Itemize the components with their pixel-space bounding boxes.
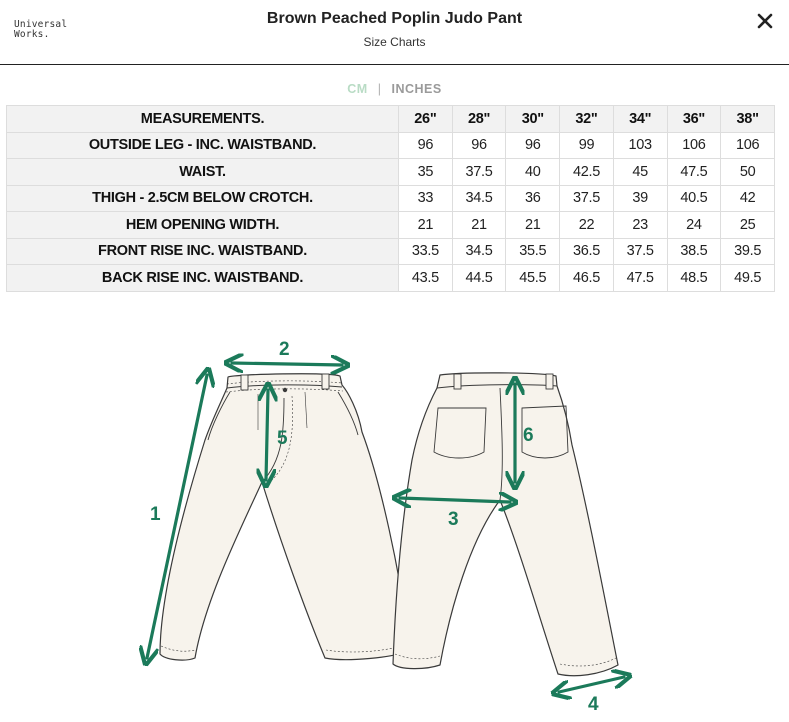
table-cell: 39.5 bbox=[721, 238, 775, 265]
table-cell: 35 bbox=[399, 159, 453, 186]
unit-separator: | bbox=[377, 82, 382, 96]
table-cell: 37.5 bbox=[560, 185, 614, 212]
table-cell: 35.5 bbox=[506, 238, 560, 265]
product-title: Brown Peached Poplin Judo Pant bbox=[266, 10, 523, 27]
table-row bbox=[7, 238, 775, 265]
arrow-front-rise bbox=[266, 390, 268, 480]
column-header: 30" bbox=[506, 106, 560, 133]
label-thigh: 3 bbox=[448, 509, 459, 530]
table-cell: 21 bbox=[399, 212, 453, 239]
close-button[interactable] bbox=[752, 8, 778, 34]
row-label: WAIST. bbox=[7, 159, 399, 186]
table-row bbox=[7, 132, 775, 159]
table-row bbox=[7, 212, 775, 239]
arrow-hem-width bbox=[559, 677, 624, 692]
row-label: HEM OPENING WIDTH. bbox=[7, 212, 399, 239]
table-cell: 37.5 bbox=[613, 238, 667, 265]
size-chart-table bbox=[6, 105, 775, 292]
table-cell: 36 bbox=[506, 185, 560, 212]
column-header: 26" bbox=[399, 106, 453, 133]
column-header: 34" bbox=[613, 106, 667, 133]
table-cell: 106 bbox=[667, 132, 721, 159]
page-subtitle: Size Charts bbox=[363, 35, 426, 49]
measurement-diagram bbox=[0, 320, 789, 720]
column-header: 36" bbox=[667, 106, 721, 133]
table-cell: 45.5 bbox=[506, 265, 560, 292]
table-cell: 40.5 bbox=[667, 185, 721, 212]
table-cell: 21 bbox=[452, 212, 506, 239]
table-cell: 37.5 bbox=[452, 159, 506, 186]
table-cell: 21 bbox=[506, 212, 560, 239]
table-cell: 50 bbox=[721, 159, 775, 186]
row-label: FRONT RISE INC. WAISTBAND. bbox=[7, 238, 399, 265]
row-label: THIGH - 2.5CM BELOW CROTCH. bbox=[7, 185, 399, 212]
table-cell: 46.5 bbox=[560, 265, 614, 292]
back-pant-illustration bbox=[393, 373, 618, 676]
table-cell: 33.5 bbox=[399, 238, 453, 265]
table-cell: 96 bbox=[506, 132, 560, 159]
table-cell: 38.5 bbox=[667, 238, 721, 265]
table-cell: 44.5 bbox=[452, 265, 506, 292]
column-header: 32" bbox=[560, 106, 614, 133]
label-outside-leg: 1 bbox=[150, 504, 161, 525]
table-cell: 22 bbox=[560, 212, 614, 239]
label-front-rise: 5 bbox=[277, 428, 288, 449]
row-label: OUTSIDE LEG - INC. WAISTBAND. bbox=[7, 132, 399, 159]
table-header-row bbox=[7, 106, 775, 133]
column-header: MEASUREMENTS. bbox=[7, 106, 399, 133]
table-cell: 42.5 bbox=[560, 159, 614, 186]
table-row bbox=[7, 159, 775, 186]
unit-toggle bbox=[0, 82, 789, 96]
table-cell: 42 bbox=[721, 185, 775, 212]
logo-line-2: Works. bbox=[14, 29, 50, 40]
table-cell: 34.5 bbox=[452, 185, 506, 212]
table-cell: 25 bbox=[721, 212, 775, 239]
column-header: 38" bbox=[721, 106, 775, 133]
unit-cm-tab[interactable]: CM bbox=[347, 82, 368, 96]
table-cell: 47.5 bbox=[613, 265, 667, 292]
table-cell: 24 bbox=[667, 212, 721, 239]
table-cell: 45 bbox=[613, 159, 667, 186]
arrow-waist bbox=[232, 363, 342, 365]
table-cell: 39 bbox=[613, 185, 667, 212]
table-cell: 49.5 bbox=[721, 265, 775, 292]
table-cell: 96 bbox=[452, 132, 506, 159]
table-cell: 106 bbox=[721, 132, 775, 159]
label-waist: 2 bbox=[279, 339, 290, 360]
table-cell: 48.5 bbox=[667, 265, 721, 292]
table-cell: 99 bbox=[560, 132, 614, 159]
table-cell: 103 bbox=[613, 132, 667, 159]
table-cell: 43.5 bbox=[399, 265, 453, 292]
table-cell: 34.5 bbox=[452, 238, 506, 265]
table-cell: 47.5 bbox=[667, 159, 721, 186]
table-row bbox=[7, 265, 775, 292]
table-cell: 96 bbox=[399, 132, 453, 159]
modal-header bbox=[0, 0, 789, 65]
table-cell: 33 bbox=[399, 185, 453, 212]
label-hem-width: 4 bbox=[588, 694, 599, 715]
row-label: BACK RISE INC. WAISTBAND. bbox=[7, 265, 399, 292]
table-cell: 36.5 bbox=[560, 238, 614, 265]
close-icon bbox=[752, 8, 778, 34]
logo-line-1: Universal bbox=[14, 19, 68, 30]
table-row bbox=[7, 185, 775, 212]
label-back-rise: 6 bbox=[523, 425, 534, 446]
table-cell: 40 bbox=[506, 159, 560, 186]
unit-inches-tab[interactable]: INCHES bbox=[391, 82, 442, 96]
table-cell: 23 bbox=[613, 212, 667, 239]
column-header: 28" bbox=[452, 106, 506, 133]
